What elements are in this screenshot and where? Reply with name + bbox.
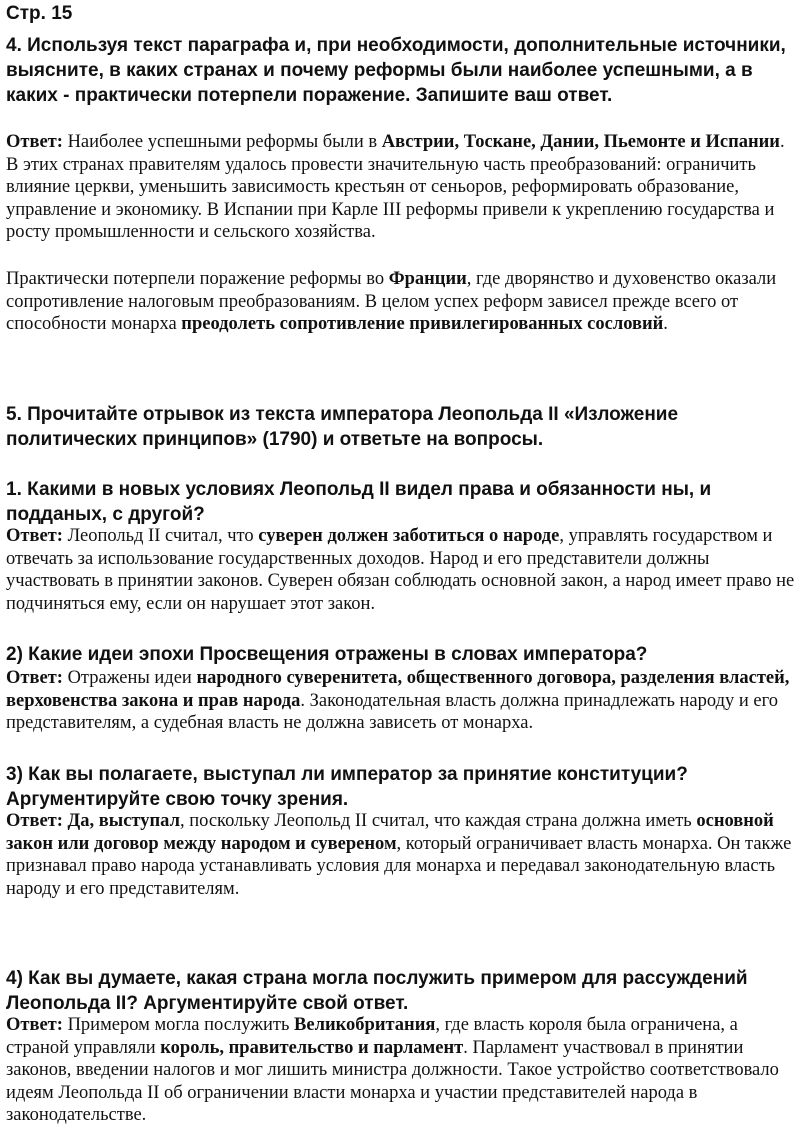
text-run: Отражены идеи [62,668,197,688]
bold-text-run: Франции [388,269,467,289]
text-run: . В этих странах правителям удалось провести значительную часть преобразований: ограничить влияние церкви, уменьшить зависимость крестьян от сеньоров, реформировать образование, управление и экономику. В Испании при Карле III реформы привели к укреплению государства и росту промышленности и сельского хозяйства. [6,132,785,242]
bold-text-run: Ответ: [6,132,63,152]
bold-text-run: народного суверенитета, общественного договора, разделения властей, верховенства закона и прав народа [6,668,790,711]
question-5-2-heading: 2) Какие идеи эпохи Просвещения отражены в словах императора? [6,644,648,665]
question-4-answer-paragraph-2 [6,268,796,336]
question-4-answer-paragraph-1 [6,131,796,244]
question-5-1-heading: 1. Какими в новых условиях Леопольд II видел права и обязанности ны, и подданых, с другой? [6,479,712,525]
question-5-3-answer [6,810,796,900]
text-run: . Законодательная власть должна принадлежать народу и его представителям, а судебная власть не должна зависеть от монарха. [6,690,778,733]
bold-text-run: Австрии, Тоскане, Дании, Пьемонте и Испании [381,132,780,152]
text-run: , поскольку Леопольд II считал, что каждая страна должна иметь [179,811,697,831]
text-run: Леопольд II считал, что [62,526,259,546]
question-5-2-answer [6,667,796,735]
question-5-1-answer [6,525,796,615]
text-run: . Парламент участвовал в принятии законов, введении налогов и мог лишить министра должности. Такое устройство соответствовало идеям Леопольда II об ограничении власти монарха и участии представителей народа в законодательстве. [6,1037,779,1125]
bold-text-run: основной закон или договор между народом и сувереном [6,811,774,854]
bold-text-run: Великобритания [294,1015,436,1035]
bold-text-run: Ответ: Да, выступал [6,811,180,831]
text-run: , где дворянство и духовенство оказали сопротивление налоговым преобразованиям. В целом успех реформ зависел прежде всего от способности монарха [6,269,777,334]
text-run: , где власть короля была ограничена, а страной управляли [6,1015,738,1058]
question-5-4-heading: 4) Как вы думаете, какая страна могла послужить примером для рассуждений Леопольда II? Аргументируйте свой ответ. [6,968,748,1014]
text-run: Примером могла послужить [62,1015,295,1035]
question-5-heading: 5. Прочитайте отрывок из текста императора Леопольда II «Изложение политических принципов» (1790) и ответьте на вопросы. [6,404,679,450]
bold-text-run: Ответ: [6,526,63,546]
bold-text-run: Ответ: [6,1015,63,1035]
bold-text-run: суверен должен заботиться о народе [258,526,560,546]
text-run: , управлять государством и отвечать за использование государственных доходов. Народ и его представители должны участвовать в принятии законов. Суверен обязан соблюдать основной закон, а народ имеет право не подчиняться ему, если он нарушает этот закон. [6,526,795,614]
question-5-4-answer [6,1014,796,1127]
bold-text-run: преодолеть сопротивление привилегированных сословий [181,314,664,334]
text-run: Практически потерпели поражение реформы во [6,269,389,289]
page-label: Стр. 15 [6,3,73,24]
text-run: . [663,314,668,334]
question-5-3-heading: 3) Как вы полагаете, выступал ли император за принятие конституции? Аргументируйте свою точку зрения. [6,764,688,810]
text-run: Наиболее успешными реформы были в [62,132,382,152]
question-4-heading: 4. Используя текст параграфа и, при необходимости, дополнительные источники, выясните, в каких странах и почему реформы были наиболее успешными, а в каких - практически потерпели поражение. Запишите ваш ответ. [6,35,786,106]
text-run: , который ограничивает власть монарха. Он также признавал право народа устанавливать условия для монарха и передавал законодательную власть народу и его представителям. [6,833,792,899]
bold-text-run: Ответ: [6,668,63,688]
bold-text-run: король, правительство и парламент [160,1037,464,1058]
